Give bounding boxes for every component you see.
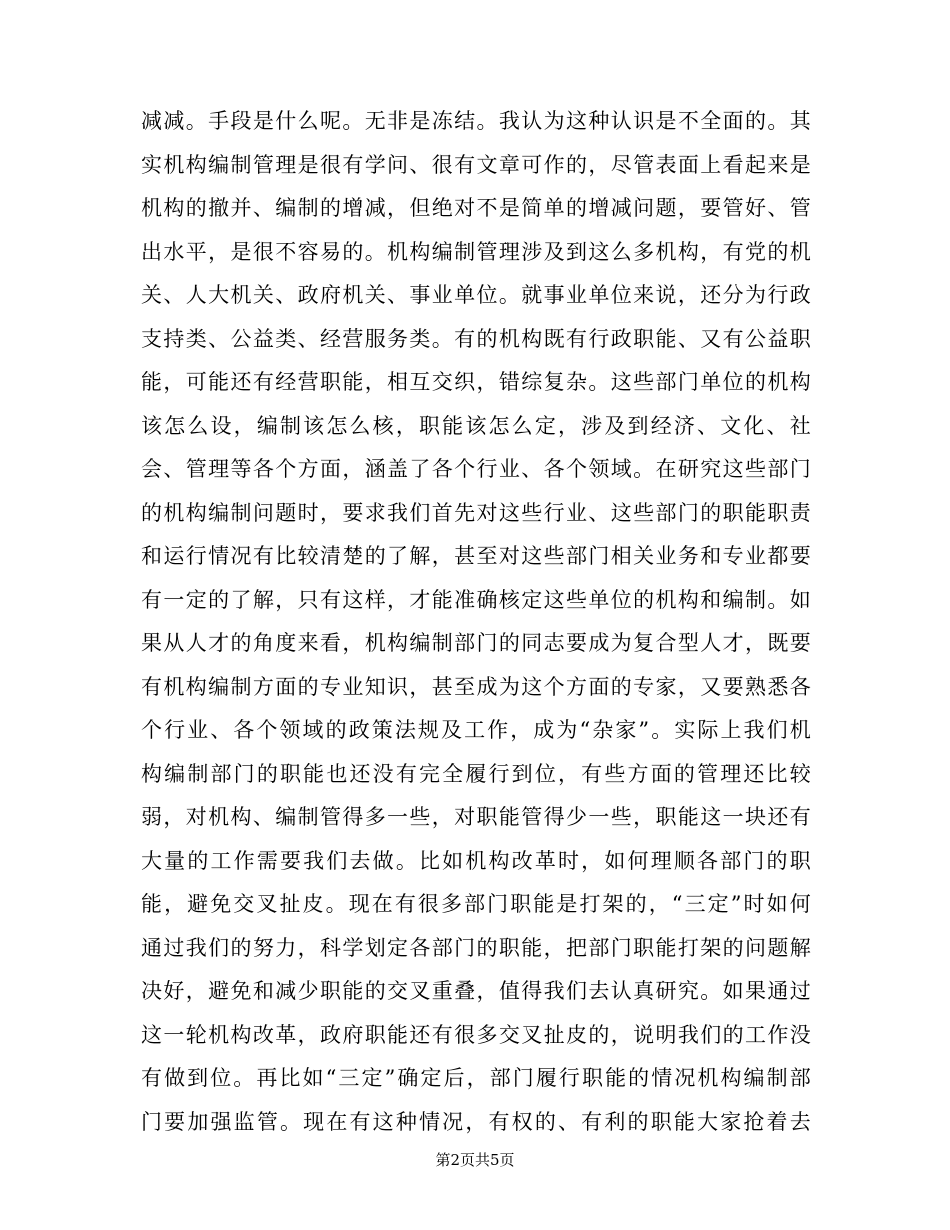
text-line: 能，可能还有经营职能，相互交织，错综复杂。这些部门单位的机构 (141, 370, 811, 394)
text-line: 有做到位。再比如“三定”确定后，部门履行职能的情况机构编制部 (141, 1066, 811, 1090)
text-line: 该怎么设，编制该怎么核，职能该怎么定，涉及到经济、文化、社 (141, 413, 811, 438)
text-line: 有一定的了解，只有这样，才能准确核定这些单位的机构和编制。如 (141, 587, 811, 612)
text-line: 出水平，是很不容易的。机构编制管理涉及到这么多机构，有党的机 (141, 239, 811, 264)
text-line: 和运行情况有比较清楚的了解，甚至对这些部门相关业务和专业都要 (141, 544, 811, 568)
text-line: 实机构编制管理是很有学问、很有文章可作的，尽管表面上看起来是 (141, 152, 811, 177)
text-line: 通过我们的努力，科学划定各部门的职能，把部门职能打架的问题解 (141, 935, 811, 960)
text-line: 这一轮机构改革，政府职能还有很多交叉扯皮的，说明我们的工作没 (141, 1022, 811, 1047)
text-line: 构编制部门的职能也还没有完全履行到位，有些方面的管理还比较 (141, 761, 811, 786)
text-line: 能，避免交叉扯皮。现在有很多部门职能是打架的，“三定”时如何 (141, 892, 811, 916)
text-line: 有机构编制方面的专业知识，甚至成为这个方面的专家，又要熟悉各 (141, 674, 811, 699)
text-line: 大量的工作需要我们去做。比如机构改革时，如何理顺各部门的职 (141, 848, 811, 873)
text-line: 果从人才的角度来看，机构编制部门的同志要成为复合型人才，既要 (141, 631, 811, 655)
page-number-footer: 第2页共5页 (435, 1151, 515, 1169)
text-line: 减减。手段是什么呢。无非是冻结。我认为这种认识是不全面的。其 (141, 109, 811, 133)
text-line: 会、管理等各个方面，涵盖了各个行业、各个领域。在研究这些部门 (141, 457, 811, 481)
text-line: 关、人大机关、政府机关、事业单位。就事业单位来说，还分为行政 (141, 283, 811, 307)
text-line: 机构的撤并、编制的增减，但绝对不是简单的增减问题，要管好、管 (141, 196, 811, 220)
text-line: 支持类、公益类、经营服务类。有的机构既有行政职能、又有公益职 (141, 326, 811, 351)
text-line: 门要加强监管。现在有这种情况，有权的、有利的职能大家抢着去 (141, 1109, 811, 1134)
text-line: 个行业、各个领域的政策法规及工作，成为“杂家”。实际上我们机 (141, 718, 811, 742)
text-line: 决好，避免和减少职能的交叉重叠，值得我们去认真研究。如果通过 (141, 979, 811, 1003)
text-line: 弱，对机构、编制管得多一些，对职能管得少一些，职能这一块还有 (141, 805, 811, 829)
body-text (141, 100, 811, 1144)
text-line: 的机构编制问题时，要求我们首先对这些行业、这些部门的职能职责 (141, 500, 811, 525)
